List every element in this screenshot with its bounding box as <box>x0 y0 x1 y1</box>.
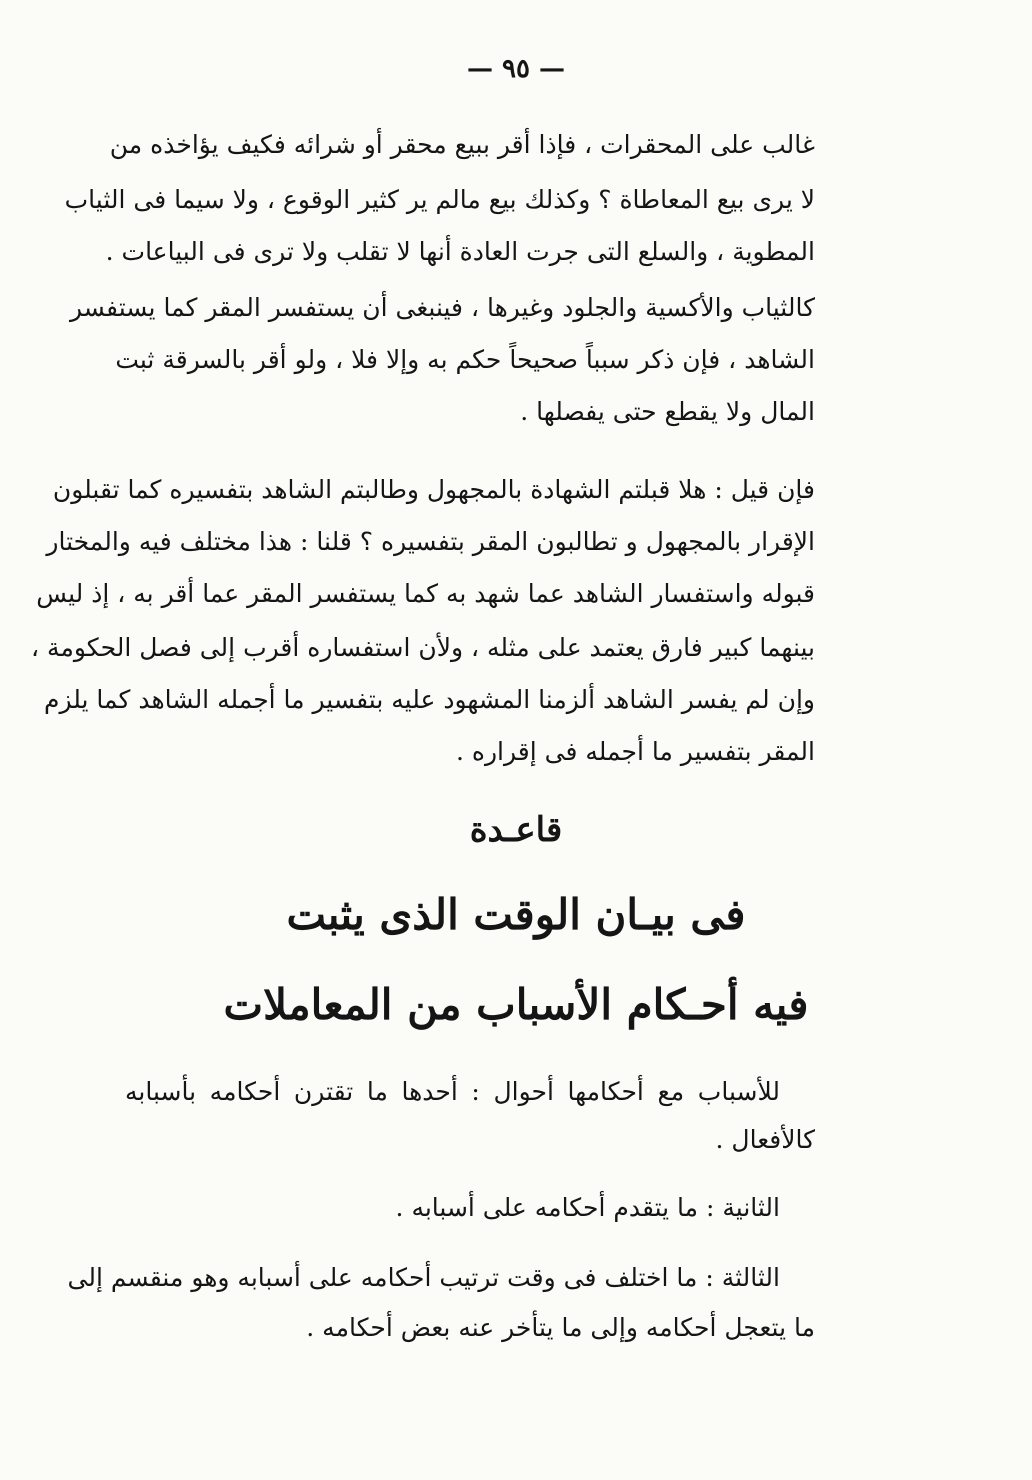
paragraph-line: فإن قيل : هلا قبلتم الشهادة بالمجهول وطالبتم الشاهد بتفسيره كما تقبلون <box>52 475 815 504</box>
paragraph-line: الإقرار بالمجهول و تطالبون المقر بتفسيره ؟ قلنا : هذا مختلف فيه والمختار <box>46 527 815 556</box>
paragraph-line: المقر بتفسير ما أجمله فى إقراره . <box>455 737 815 766</box>
paragraph-line: كالثياب والأكسية والجلود وغيرها ، فينبغى أن يستفسر المقر كما يستفسر <box>69 293 815 322</box>
section-title: فى بيـان الوقت الذى يثبت <box>286 890 746 939</box>
paragraph-line: المطوية ، والسلع التى جرت العادة أنها لا تقلب ولا ترى فى البياعات . <box>105 237 815 266</box>
paragraph-line: المال ولا يقطع حتى يفصلها . <box>520 397 815 426</box>
paragraph-line: الشاهد ، فإن ذكر سبباً صحيحاً حكم به وإلا فلا ، ولو أقر بالسرقة ثبت <box>115 345 815 374</box>
paragraph-line: قبوله واستفسار الشاهد عما شهد به كما يستفسر المقر عما أقر به ، إذ ليس <box>36 579 815 608</box>
paragraph-line: غالب على المحقرات ، فإذا أقر ببيع محقر أو شرائه فكيف يؤاخذه من <box>109 130 815 159</box>
paragraph-line: وإن لم يفسر الشاهد ألزمنا المشهود عليه بتفسير ما أجمله الشاهد كما يلزم <box>43 685 815 714</box>
paragraph-line: لا يرى بيع المعاطاة ؟ وكذلك بيع مالم ير كثير الوقوع ، ولا سيما فى الثياب <box>64 185 815 214</box>
paragraph-line: الثانية : ما يتقدم أحكامه على أسبابه . <box>395 1193 780 1222</box>
paragraph-line: ما يتعجل أحكامه وإلى ما يتأخر عنه بعض أحكامه . <box>306 1313 815 1342</box>
paragraph-line: للأسباب مع أحكامها أحوال : أحدها ما تقترن أحكامه بأسبابه <box>125 1077 780 1106</box>
section-label: قاعـدة <box>469 810 563 850</box>
paragraph-line: كالأفعال . <box>715 1125 815 1154</box>
paragraph-line: الثالثة : ما اختلف فى وقت ترتيب أحكامه على أسبابه وهو منقسم إلى <box>67 1263 780 1292</box>
paragraph-line: بينهما كبير فارق يعتمد على مثله ، ولأن استفساره أقرب إلى فصل الحكومة ، <box>31 633 815 662</box>
page-number: — ٩٥ — <box>466 54 566 84</box>
section-title: فيه أحـكام الأسباب من المعاملات <box>223 980 809 1029</box>
